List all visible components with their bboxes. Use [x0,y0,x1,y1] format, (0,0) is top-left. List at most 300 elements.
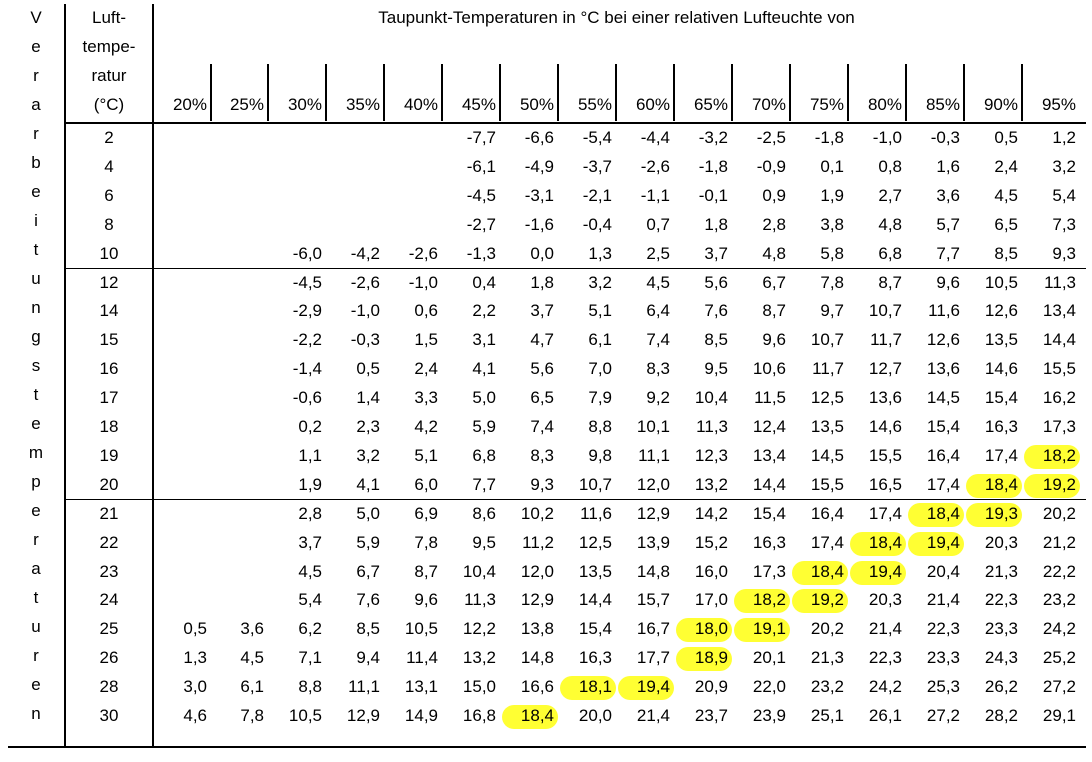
row-air-temp: 23 [99,561,119,581]
vertical-label-letter: e [31,182,41,201]
dew-point-value: 10,4 [694,388,728,408]
dew-point-value: 23,2 [1042,590,1076,610]
dew-point-value: 10,5 [404,619,438,639]
humidity-header-65pct: 65% [693,95,728,114]
dew-point-value: 12,2 [462,619,496,639]
dew-point-value: 17,3 [1042,417,1076,436]
dew-point-value: 11,7 [812,359,844,379]
dew-point-value-highlighted: 18,1 [578,677,612,697]
air-temp-header-line: tempe- [82,37,136,56]
row-air-temp: 18 [99,417,119,436]
humidity-header-55pct: 55% [577,95,612,114]
dew-point-value: 1,6 [936,156,960,176]
header-tick [963,64,965,121]
dew-point-value: 11,1 [348,677,380,697]
dew-point-value: 16,4 [810,503,844,523]
dew-point-value: 8,3 [646,359,670,379]
humidity-header-45pct: 45% [461,95,496,114]
vertical-label-letter: u [31,617,41,636]
dew-point-value: 0,1 [820,156,844,176]
dew-point-value: 7,7 [472,474,496,494]
dew-point-value: 16,5 [868,474,902,494]
dew-point-value: 22,2 [1042,561,1076,581]
header-bottom-rule [64,122,1086,124]
header-tick [615,64,617,121]
row-air-temp: 22 [99,532,119,552]
dew-point-value: 9,3 [530,474,554,494]
dew-point-value: 26,2 [984,677,1018,697]
dew-point-value: 20,4 [926,561,960,581]
humidity-header-85pct: 85% [925,95,960,114]
header-tick [383,64,385,121]
dew-point-value-highlighted: 18,4 [520,706,554,725]
table-title: Taupunkt-Temperaturen in °C bei einer relativen Lufteuchte von [378,8,855,27]
dew-point-value: 11,3 [464,590,496,610]
dew-point-value: 6,1 [240,677,264,697]
dew-point-value: 15,5 [1042,359,1076,379]
dew-point-value: 0,4 [472,272,496,292]
dew-point-value: 11,2 [522,532,554,552]
dew-point-value: 4,5 [240,648,264,668]
dew-point-value: -2,6 [408,243,438,263]
dew-point-value: 5,1 [588,301,612,321]
row-air-temp: 2 [104,128,114,147]
dew-point-value: -4,5 [292,272,322,292]
dew-point-value: 4,5 [994,185,1018,205]
dew-point-value: 7,7 [936,243,960,263]
vertical-label-letter: g [31,327,41,346]
header-tick [905,64,907,121]
dew-point-value: 4,8 [762,243,786,263]
row-air-temp: 25 [99,619,119,639]
vertical-label-letter: t [33,588,39,607]
dew-point-value: 7,0 [588,359,612,379]
row-air-temp: 24 [99,590,119,610]
humidity-header-30pct: 30% [287,95,322,114]
dew-point-value: 7,8 [820,272,844,292]
dew-point-value: -1,8 [698,156,728,176]
dew-point-value-highlighted: 19,2 [810,590,844,610]
vertical-label-letter: a [31,95,41,114]
dew-point-value: 20,1 [752,648,786,668]
dew-point-value: -6,1 [466,156,496,176]
dew-point-value: 0,5 [356,359,380,379]
dew-point-value: 13,6 [926,359,960,379]
dew-point-value-highlighted: 18,4 [984,474,1018,494]
dew-point-value: 22,3 [868,648,902,668]
air-temp-header-line: (°C) [93,95,125,114]
humidity-header-95pct: 95% [1041,95,1076,114]
dew-point-value: -2,1 [582,185,612,205]
dew-point-value: -1,3 [466,243,496,263]
dew-point-value: 16,3 [984,417,1018,436]
dew-point-value-highlighted: 18,4 [810,561,844,581]
dew-point-value: 14,5 [810,445,844,465]
dew-point-value: 5,9 [472,417,496,436]
dew-point-value: 8,7 [878,272,902,292]
dew-point-value: 6,8 [878,243,902,263]
dew-point-value: 7,3 [1052,214,1076,234]
vertical-label-letter: u [31,269,41,288]
dew-point-value: 1,9 [820,185,844,205]
dew-point-value: 5,8 [820,243,844,263]
humidity-header-60pct: 60% [635,95,670,114]
dew-point-value: 15,5 [868,445,902,465]
vertical-label-letter: t [33,385,39,404]
dew-point-value: 23,2 [810,677,844,697]
dew-point-value-highlighted: 19,2 [1042,474,1076,494]
dew-point-value-highlighted: 19,1 [752,619,786,639]
humidity-header-70pct: 70% [751,95,786,114]
header-tick [499,64,501,121]
dew-point-value: 13,5 [810,417,844,436]
dew-point-value: 24,2 [868,677,902,697]
dew-point-value: 12,6 [926,330,960,350]
dew-point-value: 12,7 [868,359,902,379]
vertical-label-letter: r [33,646,39,665]
dew-point-value: 12,5 [810,388,844,408]
dew-point-value: 5,6 [704,272,728,292]
dew-point-value: 15,4 [926,417,960,436]
dew-point-value: 3,6 [936,185,960,205]
dew-point-value: 14,4 [1042,330,1076,350]
dew-point-value: 1,5 [414,330,438,350]
dew-point-value: 9,3 [1052,243,1076,263]
dew-point-value: 28,2 [984,706,1018,725]
humidity-header-90pct: 90% [983,95,1018,114]
dew-point-value: 3,6 [240,619,264,639]
dew-point-value: 0,5 [183,619,207,639]
dew-point-value: 17,4 [926,474,960,494]
vertical-label-letter: e [31,414,41,433]
section-rule [64,268,1086,270]
dew-point-value: 0,2 [298,417,322,436]
dew-point-value: 23,3 [984,619,1018,639]
dew-point-value: 10,7 [868,301,902,321]
dew-point-value: 21,4 [868,619,902,639]
dew-point-value: 14,9 [404,706,438,725]
row-air-temp: 10 [99,243,119,263]
dew-point-value: -2,2 [292,330,322,350]
dew-point-value: 11,7 [870,330,902,350]
dew-point-value: -2,7 [466,214,496,234]
dew-point-value: 14,8 [636,561,670,581]
humidity-header-20pct: 20% [172,95,207,114]
air-temp-header-line: ratur [91,66,127,85]
dew-point-value: 5,7 [936,214,960,234]
dew-point-value: 3,2 [1052,156,1076,176]
dew-point-value: -4,4 [640,128,670,147]
separator-line [152,4,154,748]
dew-point-value: 1,1 [298,445,322,465]
dew-point-value: 0,9 [762,185,786,205]
dew-point-value: 21,4 [636,706,670,725]
dew-point-value: 23,7 [694,706,728,725]
header-tick [557,64,559,121]
header-tick [267,64,269,121]
row-air-temp: 8 [104,214,114,234]
dew-point-value: 8,7 [414,561,438,581]
dew-point-value: 5,0 [356,503,380,523]
vertical-label-letter: V [30,8,42,27]
vertical-label-letter: e [31,37,41,56]
dew-point-value: -6,6 [524,128,554,147]
dew-point-value: 8,7 [762,301,786,321]
dew-point-value: -2,6 [640,156,670,176]
vertical-label-letter: n [31,298,41,317]
row-air-temp: 4 [104,156,114,176]
dew-point-value: 2,3 [356,417,380,436]
row-air-temp: 19 [99,445,119,465]
dew-point-value: 3,7 [704,243,728,263]
dew-point-value-highlighted: 18,2 [752,590,786,610]
dew-point-value: 20,3 [984,532,1018,552]
dew-point-value: 10,7 [810,330,844,350]
dew-point-value: 6,8 [472,445,496,465]
dew-point-value: 4,5 [646,272,670,292]
dew-point-value: 13,5 [984,330,1018,350]
row-air-temp: 30 [99,706,119,725]
dew-point-value: -5,4 [582,128,612,147]
dew-point-value: 16,6 [520,677,554,697]
dew-point-value: 5,6 [530,359,554,379]
dew-point-value: 20,2 [1042,503,1076,523]
vertical-label-letter: n [31,704,41,723]
dew-point-value: 3,1 [472,330,496,350]
dew-point-value: 6,5 [994,214,1018,234]
header-tick [325,64,327,121]
dew-point-value: 27,2 [926,706,960,725]
dew-point-value: 15,7 [636,590,670,610]
vertical-label-letter: r [33,66,39,85]
dew-point-value: 14,8 [520,648,554,668]
header-tick [441,64,443,121]
dew-point-value: -0,1 [698,185,728,205]
dew-point-value: 24,2 [1042,619,1076,639]
dew-point-value: 17,4 [984,445,1018,465]
dew-point-value: -0,3 [350,330,380,350]
humidity-header-50pct: 50% [519,95,554,114]
header-tick [731,64,733,121]
dew-point-value: 10,5 [984,272,1018,292]
dew-point-value: 23,3 [926,648,960,668]
dew-point-value: 3,0 [183,677,207,697]
dew-point-value: -1,6 [524,214,554,234]
dew-point-value: 16,4 [926,445,960,465]
dew-point-value: 5,1 [414,445,438,465]
dew-point-value: -2,9 [292,301,322,321]
dew-point-value: 10,2 [520,503,554,523]
dew-point-value: 23,9 [752,706,786,725]
dew-point-value: 11,3 [1044,272,1076,292]
dew-point-value: 8,8 [298,677,322,697]
dew-point-value: -4,2 [350,243,380,263]
dew-point-value: 24,3 [984,648,1018,668]
dew-point-value: 3,7 [530,301,554,321]
vertical-label-letter: m [28,443,44,462]
dew-point-value: -1,8 [814,128,844,147]
dew-point-value: 12,3 [694,445,728,465]
row-air-temp: 16 [99,359,119,379]
dew-point-value: 10,5 [288,706,322,725]
dew-point-value: 2,2 [472,301,496,321]
dew-point-value: 16,0 [694,561,728,581]
dew-point-value: 13,1 [404,677,438,697]
vertical-label-letter: p [31,472,41,491]
dew-point-value: 1,2 [1052,128,1076,147]
dew-point-value: 5,4 [298,590,322,610]
vertical-label-letter: a [31,559,41,578]
dew-point-value: -0,4 [582,214,612,234]
dew-point-value: 10,7 [578,474,612,494]
dew-point-value-highlighted: 19,4 [926,532,960,552]
dew-point-value: 25,3 [926,677,960,697]
dew-point-value: -2,5 [756,128,786,147]
dew-point-value: 9,2 [646,388,670,408]
dew-point-value: 10,4 [462,561,496,581]
dew-point-value: 6,9 [414,503,438,523]
dew-point-value: 13,9 [636,532,670,552]
dew-point-value: 11,4 [406,648,438,668]
row-air-temp: 21 [99,503,119,523]
dew-point-value: 14,6 [984,359,1018,379]
dew-point-value: 20,3 [868,590,902,610]
dew-point-value: 20,2 [810,619,844,639]
dew-point-value: 17,0 [694,590,728,610]
header-tick [210,64,212,121]
dew-point-value: 2,4 [994,156,1018,176]
dew-point-value: 13,4 [1042,301,1076,321]
dew-point-value: 9,4 [356,648,380,668]
vertical-label-letter: b [31,153,41,172]
dew-point-value: 7,4 [646,330,670,350]
dew-point-value: 7,9 [588,388,612,408]
dew-point-value: 12,6 [984,301,1018,321]
dew-point-value: 15,4 [578,619,612,639]
dew-point-value: 5,0 [472,388,496,408]
dew-point-value: 6,5 [530,388,554,408]
dew-point-value: 15,0 [462,677,496,697]
dew-point-value: 1,3 [588,243,612,263]
dew-point-value: 0,8 [878,156,902,176]
humidity-header-40pct: 40% [403,95,438,114]
dew-point-value: 15,4 [752,503,786,523]
dew-point-value-highlighted: 18,4 [926,503,960,523]
dew-point-value: 13,2 [694,474,728,494]
dew-point-value: 6,7 [762,272,786,292]
dew-point-value: -0,3 [930,128,960,147]
row-air-temp: 15 [99,330,119,350]
dew-point-value: 0,6 [414,301,438,321]
dew-point-value: 12,5 [578,532,612,552]
row-air-temp: 14 [99,301,119,321]
dew-point-value-highlighted: 19,3 [984,503,1018,523]
vertical-label-letter: r [33,124,39,143]
dew-point-value: 22,3 [984,590,1018,610]
dew-point-value: 9,5 [704,359,728,379]
dew-point-value: 7,8 [240,706,264,725]
dew-point-value: 6,2 [298,619,322,639]
dew-point-value: 1,9 [298,474,322,494]
dew-point-value: 17,7 [636,648,670,668]
air-temp-header-line: Luft- [91,8,127,27]
dew-point-value-highlighted: 18,2 [1042,445,1076,465]
dew-point-value: 8,3 [530,445,554,465]
section-rule [64,499,1086,501]
dew-point-value: 25,2 [1042,648,1076,668]
dew-point-value: 9,6 [762,330,786,350]
humidity-header-35pct: 35% [345,95,380,114]
dew-point-value: 4,2 [414,417,438,436]
row-air-temp: 28 [99,677,119,697]
dew-point-value: 14,6 [868,417,902,436]
dew-point-value: 26,1 [868,706,902,725]
dew-point-value: 4,5 [298,561,322,581]
dew-point-value-highlighted: 18,0 [694,619,728,639]
dew-point-value: 9,6 [414,590,438,610]
dew-point-value: 8,5 [994,243,1018,263]
dew-point-value: 9,5 [472,532,496,552]
row-air-temp: 17 [99,388,119,408]
dew-point-value: -7,7 [466,128,496,147]
dew-point-value: 8,8 [588,417,612,436]
dew-point-value: 16,7 [636,619,670,639]
dew-point-value: 15,2 [694,532,728,552]
dew-point-value: 2,8 [298,503,322,523]
vertical-label-letter: s [31,356,41,375]
dew-point-value: 4,8 [878,214,902,234]
dew-point-value: 11,3 [696,417,728,436]
dew-point-value: 1,3 [183,648,207,668]
dew-point-value: -6,0 [292,243,322,263]
dew-point-value: 12,9 [520,590,554,610]
table-bottom-rule [8,746,1086,748]
dew-point-value: 11,5 [754,388,786,408]
dew-point-value: -1,4 [292,359,322,379]
header-tick [1021,64,1023,121]
dew-point-value: -3,7 [582,156,612,176]
dew-point-value: 21,3 [984,561,1018,581]
dew-point-value: 5,9 [356,532,380,552]
dew-point-value: 8,5 [704,330,728,350]
dew-point-value: -1,0 [872,128,902,147]
dew-point-value: 11,6 [580,503,612,523]
dew-point-value: 7,8 [414,532,438,552]
dew-point-value: 29,1 [1042,706,1076,725]
dew-point-value: 3,2 [588,272,612,292]
dew-point-value: 9,8 [588,445,612,465]
dew-point-value: 0,7 [646,214,670,234]
dew-point-value: 7,4 [530,417,554,436]
dew-point-value: 16,2 [1042,388,1076,408]
dew-point-value: -3,1 [524,185,554,205]
dew-point-value: 21,2 [1042,532,1076,552]
dew-point-value: 15,5 [810,474,844,494]
dew-point-value: 9,7 [820,301,844,321]
row-air-temp: 12 [99,272,119,292]
dew-point-value: 6,0 [414,474,438,494]
dew-point-value: 2,7 [878,185,902,205]
dew-point-value: 8,6 [472,503,496,523]
separator-line [64,4,66,748]
dew-point-value: 1,4 [356,388,380,408]
dew-point-value: 16,8 [462,706,496,725]
dew-point-value: 1,8 [704,214,728,234]
dew-point-value: -2,6 [350,272,380,292]
dew-point-value: 3,8 [820,214,844,234]
humidity-header-80pct: 80% [867,95,902,114]
dew-point-value: -0,9 [756,156,786,176]
